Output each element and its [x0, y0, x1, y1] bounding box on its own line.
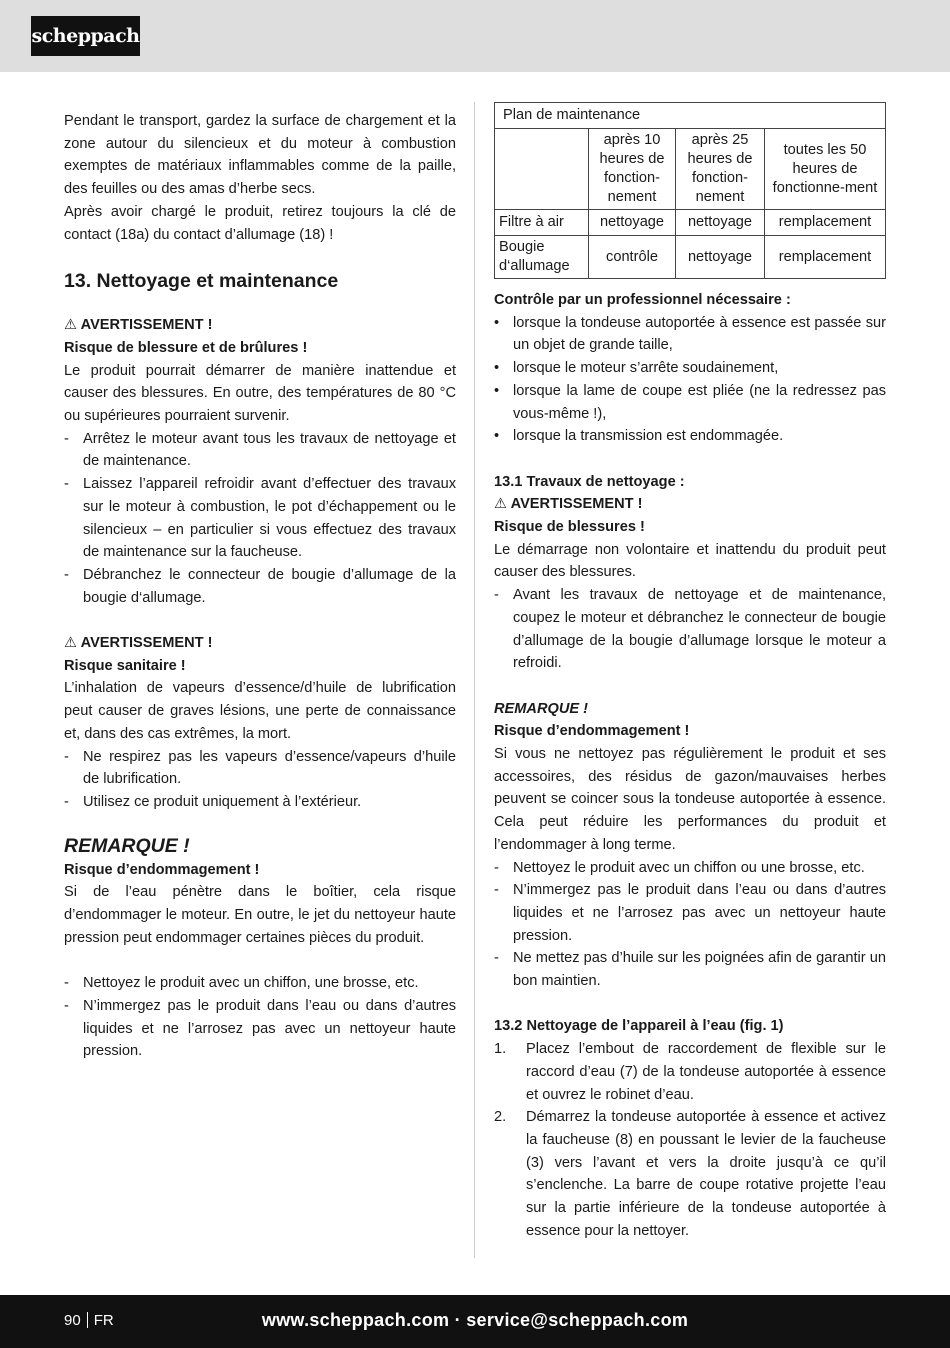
control-heading: Contrôle par un professionnel nécessaire :: [494, 292, 791, 308]
subsection-title: 13.1 Travaux de nettoyage :: [494, 473, 685, 490]
list-item: • lorsque le moteur s’arrête soudainement,: [494, 360, 779, 377]
remark-text: Si vous ne nettoyez pas régulièrement le produit et ses accessoires, des résidus de gazon/mauvaises herbes peuvent se coincer sous la tondeuse autoportée à essence. Cela peut réduire les performances du produit et l’endommager à long terme.: [494, 746, 886, 853]
page-number: 90: [64, 1312, 81, 1329]
warning-text: Le produit pourrait démarrer de manière inattendue et causer des blessures. En outre, des températures de 80 °C ou supérieures pourraient survenir.: [64, 362, 456, 425]
remark-subheading: Risque d’endommagement !: [494, 723, 690, 740]
table-row-label: Bougie d‘allumage: [495, 236, 589, 279]
table-header-cell: après 10 heures de fonction-nement: [589, 129, 676, 210]
maintenance-table: [494, 102, 886, 279]
warning-text: Le démarrage non volontaire et inattendu du produit peut causer des blessures.: [494, 541, 886, 581]
remark-heading: REMARQUE !: [494, 700, 589, 717]
item-number: 2.: [494, 1109, 507, 1126]
warning-text: L’inhalation de vapeurs d’essence/d’huile de lubrification peut causer de graves lésions, une perte de connaissance et, dans des cas extrêmes, la mort.: [64, 680, 456, 742]
warning-heading: [64, 632, 456, 655]
transport-paragraph-2: Après avoir chargé le produit, retirez toujours la clé de contact (18a) du contact d’allumage (18) !: [64, 203, 456, 243]
list-item-text: Débranchez le connecteur de bougie d’allumage de la bougie d‘allumage.: [83, 566, 456, 606]
numbered-item: [494, 1106, 886, 1242]
footer-separator: [87, 1312, 88, 1328]
list-item-text: Nettoyez le produit avec un chiffon ou une brosse, etc.: [513, 859, 865, 876]
list-item: - Nettoyez le produit avec un chiffon ou une brosse, etc.: [494, 859, 865, 876]
table-header-cell: après 25 heures de fonction-nement: [676, 129, 765, 210]
language-code: FR: [93, 1312, 114, 1329]
list-item-text: Avant les travaux de nettoyage et de maintenance, coupez le moteur et débranchez le connecteur de bougie d’allumage de la bougie d’allumage lorsque le moteur a refroidi.: [513, 587, 886, 672]
table-cell: nettoyage: [676, 210, 765, 236]
table-row: [495, 210, 886, 236]
list-item-text: Arrêtez le moteur avant tous les travaux de nettoyage et de maintenance.: [83, 430, 456, 470]
list-item: • lorsque la lame de coupe est pliée (ne la redressez pas vous-même !),: [494, 382, 886, 422]
table-title-row: [495, 103, 886, 129]
table-cell: remplacement: [765, 236, 886, 279]
table-cell: contrôle: [589, 236, 676, 279]
table-corner-cell: [495, 129, 589, 210]
list-item: - Laissez l’appareil refroidir avant d’effectuer des travaux sur le moteur à combustion, le pot d’échappement ou le silencieux – en particulier si vous effectuez des travaux de maintenance sur la faucheuse.: [64, 476, 456, 561]
remark-subheading: Risque d’endommagement !: [64, 861, 260, 878]
list-item: - Ne mettez pas d’huile sur les poignées afin de garantir un bon maintien.: [494, 950, 886, 990]
list-item-text: lorsque la tondeuse autoportée à essence est passée sur un objet de grande taille,: [513, 314, 886, 354]
list-item: - Arrêtez le moteur avant tous les travaux de nettoyage et de maintenance.: [64, 430, 456, 470]
list-item: - Nettoyez le produit avec un chiffon, une brosse, etc.: [64, 975, 419, 992]
page-footer: [0, 1295, 950, 1348]
subsection-title: 13.2 Nettoyage de l’appareil à l’eau (fig. 1): [494, 1018, 784, 1035]
column-divider: [474, 102, 475, 1258]
warning-heading-text: AVERTISSEMENT !: [80, 317, 213, 334]
item-number: 1.: [494, 1041, 507, 1058]
footer-contact: www.scheppach.com · service@scheppach.com: [261, 1310, 689, 1330]
remark-heading: REMARQUE !: [64, 834, 190, 857]
transport-paragraph-1: Pendant le transport, gardez la surface de chargement et la zone autour du silencieux et du moteur à combustion exemptes de matériaux inflammables comme de la paille, des feuilles ou des amas d’herbe secs.: [64, 113, 456, 198]
list-item-text: lorsque la transmission est endommagée.: [513, 428, 784, 445]
warning-subheading: Risque sanitaire !: [64, 657, 186, 674]
list-item-text: Laissez l’appareil refroidir avant d’effectuer des travaux sur le moteur à combustion, le pot d’échappement ou le silencieux – en particulier si vous effectuez des travaux de maintenance sur la faucheuse.: [83, 476, 456, 561]
warning-triangle-icon: ⚠: [494, 496, 508, 513]
table-header-cell: toutes les 50 heures de fonctionne-ment: [765, 129, 886, 210]
section-title: 13. Nettoyage et maintenance: [64, 270, 339, 293]
list-item: • lorsque la tondeuse autoportée à essence est passée sur un objet de grande taille,: [494, 314, 886, 354]
list-item: • lorsque la transmission est endommagée.: [494, 428, 784, 445]
table-row: [495, 236, 886, 279]
list-item: - N’immergez pas le produit dans l’eau ou dans d’autres liquides et ne l’arrosez pas avec un nettoyeur haute pression.: [494, 882, 886, 944]
list-item-text: Démarrez la tondeuse autoportée à essence et activez la faucheuse (8) en poussant le levier de la faucheuse (3) vers l’avant et vers la droite jusqu’à ce qu’il s’enclenche. La barre de coupe rotative projette l’eau sur la partie inférieure de la tondeuse autoportée à essence pour la nettoyer.: [526, 1109, 886, 1239]
left-column: [64, 110, 456, 1063]
warning-heading: [64, 314, 456, 337]
list-item-text: Utilisez ce produit uniquement à l’extérieur.: [83, 793, 362, 810]
list-item: - Utilisez ce produit uniquement à l’extérieur.: [64, 793, 362, 810]
scheppach-logo: [31, 16, 140, 56]
right-column: [494, 107, 886, 1242]
list-item-text: Placez l’embout de raccordement de flexible sur le raccord d’eau (7) de la tondeuse autoportée à essence et ouvrez le robinet d’eau.: [526, 1041, 886, 1103]
warning-heading-text: AVERTISSEMENT !: [510, 496, 643, 513]
remark-text: Si de l’eau pénètre dans le boîtier, cela risque d’endommager le moteur. En outre, le jet du nettoyeur haute pression peut endommager certaines pièces du produit.: [64, 884, 456, 946]
list-item: - N’immergez pas le produit dans l’eau ou dans d’autres liquides et ne l’arrosez pas avec un nettoyeur haute pression.: [64, 997, 456, 1060]
table-cell: remplacement: [765, 210, 886, 236]
warning-subheading: Risque de blessures !: [494, 519, 645, 536]
page-number-block: [64, 1310, 114, 1332]
list-item-text: Ne respirez pas les vapeurs d’essence/vapeurs d’huile de lubrification.: [83, 748, 456, 788]
list-item-text: lorsque la lame de coupe est pliée (ne la redressez pas vous-même !),: [513, 382, 886, 422]
table-cell: nettoyage: [676, 236, 765, 279]
list-item-text: Ne mettez pas d’huile sur les poignées afin de garantir un bon maintien.: [513, 950, 886, 990]
list-item-text: N’immergez pas le produit dans l’eau ou dans d’autres liquides et ne l’arrosez pas avec un nettoyeur haute pression.: [513, 882, 886, 944]
table-title: Plan de maintenance: [495, 103, 886, 129]
warning-heading: [494, 493, 886, 516]
list-item-text: lorsque le moteur s’arrête soudainement,: [513, 360, 779, 377]
warning-heading-text: AVERTISSEMENT !: [80, 635, 213, 652]
warning-triangle-icon: ⚠: [64, 635, 78, 652]
list-item: - Ne respirez pas les vapeurs d’essence/vapeurs d’huile de lubrification.: [64, 748, 456, 788]
list-item-text: N’immergez pas le produit dans l’eau ou dans d’autres liquides et ne l’arrosez pas avec un nettoyeur haute pression.: [83, 997, 456, 1060]
page-header: [0, 0, 950, 72]
numbered-item: [494, 1038, 886, 1106]
list-item: - Débranchez le connecteur de bougie d’allumage de la bougie d‘allumage.: [64, 566, 456, 606]
list-item-text: Nettoyez le produit avec un chiffon, une brosse, etc.: [83, 975, 419, 992]
table-cell: nettoyage: [589, 210, 676, 236]
table-row-label: Filtre à air: [495, 210, 589, 236]
table-header-row: [495, 129, 886, 210]
warning-subheading: Risque de blessure et de brûlures !: [64, 339, 308, 356]
warning-triangle-icon: ⚠: [64, 317, 78, 334]
logo-text: scheppach: [31, 25, 140, 47]
list-item: - Avant les travaux de nettoyage et de maintenance, coupez le moteur et débranchez le connecteur de bougie d’allumage de la bougie d’allumage lorsque le moteur a refroidi.: [494, 587, 886, 672]
